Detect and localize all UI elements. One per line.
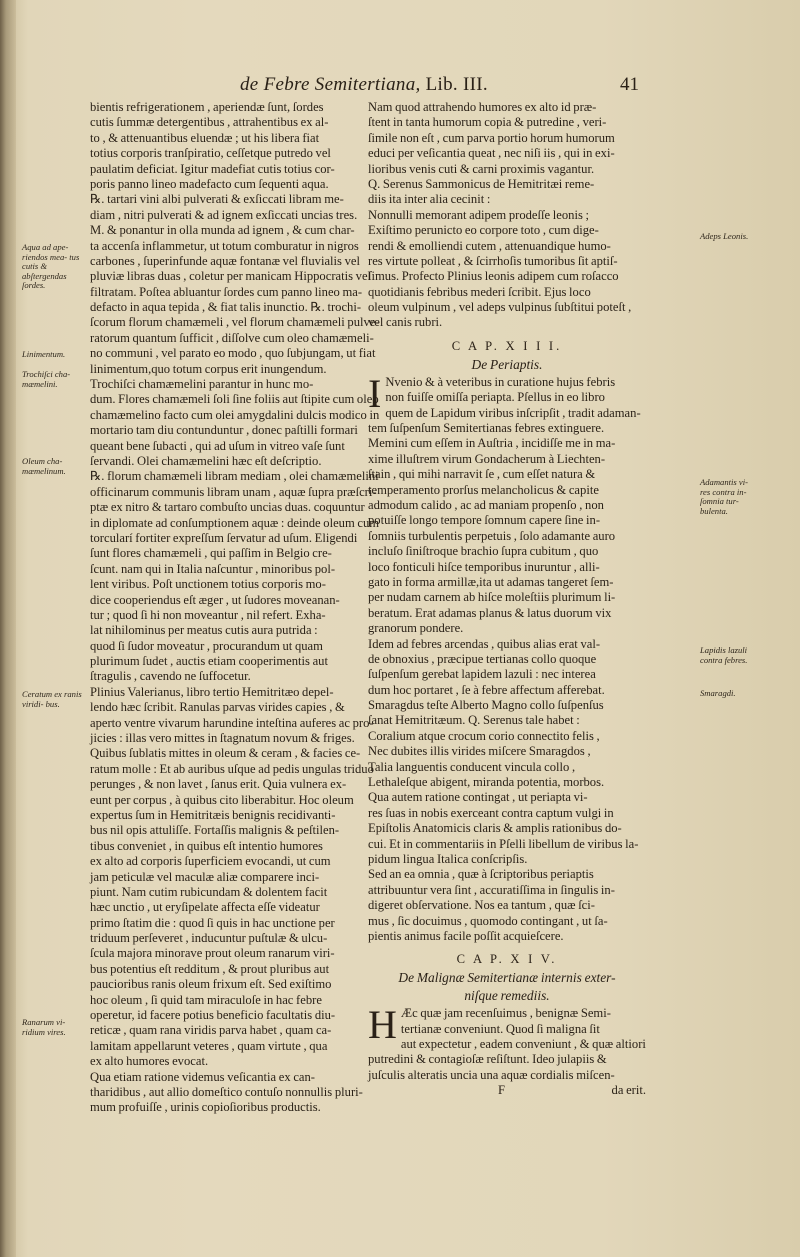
- text-line: paucioribus ranis oleum frixum eſt. Sed exiſtimo: [90, 977, 332, 992]
- text-line: ſcunt. nam qui in Italia naſcuntur , minoribus pol-: [90, 561, 336, 576]
- text-line: Epiſtolis Anatomicis claris & amplis rationibus do-: [368, 821, 622, 836]
- text-line: lamitam appellarunt veteres , quam virtute , qua: [90, 1038, 328, 1053]
- text-line: per nudam carnem ab hiſce moleſtiis plurimum li-: [368, 590, 616, 605]
- text-line: Sed an ea omnia , quæ à ſcriptoribus periaptis: [368, 867, 594, 882]
- text-line: Nonnulli memorant adipem prodeſſe leonis ;: [368, 207, 589, 222]
- text-line: plurimum ſudet , auctis etiam cooperimentis aut: [90, 654, 328, 669]
- text-line: ſuſpenſum gerebat lapidem lazuli : nec interea: [368, 667, 596, 682]
- text-line: carbones , ſuperinfunde aquæ fontanæ vel fluvialis vel: [90, 253, 360, 268]
- text-line: digeret obſervatione. Nos ea tantum , quæ ſci-: [368, 898, 595, 913]
- text-line: admodum calido , ac ad maniam propenſo , non: [368, 497, 604, 512]
- text-line: attribuuntur vera ſint , accuratiſſima in ſingulis in-: [368, 882, 615, 897]
- text-line: dum hoc portaret , ſe à febre affectum afferebat.: [368, 682, 605, 697]
- text-line: quod ſi ſudor moveatur , procurandum ut quam: [90, 638, 323, 653]
- margin-note-trochisci: Trochiſci cha- mæmelini.: [22, 369, 71, 389]
- text-line: no communi , vel parato eo modo , quo ſubjungam, ut fiat: [90, 346, 376, 361]
- text-line: bus potentius eſt redditum , & prout pluribus aut: [90, 961, 330, 976]
- text-line: paulatim deficiat. Igitur madefiat cutis totius cor-: [90, 161, 335, 176]
- text-line: hæc unctio , ut eryſipelate affecta eſſe videatur: [90, 900, 320, 915]
- text-line: lioribus venis cuti & carni proximis vagantur.: [368, 161, 595, 176]
- margin-note-ceratum: Ceratum ex ranis viridi- bus.: [22, 689, 82, 709]
- text-line: ℞. tartari vini albi pulverati & exſiccati libram me-: [90, 192, 344, 207]
- text-line: ſcorum florum chamæmeli , vel florum chamæmeli pulve-: [90, 315, 380, 330]
- text-line: chamæmelino facto cum olei amygdalini dulcis modico in: [90, 407, 380, 422]
- text-line: Trochiſci chamæmelini parantur in hunc mo-: [90, 377, 314, 392]
- text-line: xime illuſtrem virum Gondacherum à Liechten-: [368, 451, 606, 466]
- text-line: tem ſuſpenſum Semitertianas febres extinguere.: [368, 421, 605, 436]
- text-line: ratorum quantum ſufficit , diſſolve cum oleo chamæmeli-: [90, 330, 374, 345]
- text-line: poris panno lineo madefacto cum ſequenti aqua.: [90, 176, 329, 191]
- text-line: ℞. florum chamæmeli libram mediam , olei chamæmelini: [90, 469, 379, 484]
- text-line: beratum. Erat adamas planus & latus duorum vix: [368, 605, 612, 620]
- text-line: oleum vulpinum , vel adeps vulpinus ſubſtitui poteſt ,: [368, 300, 632, 315]
- text-line: quem de Lapidum viribus inſcripſit , tradit adaman-: [385, 405, 641, 420]
- text-line: lent viribus. Poſt unctionem totius corporis mo-: [90, 577, 326, 592]
- text-line: aperto ventre vivarum harundine inteſtina auferes ac pro-: [90, 715, 374, 730]
- chapter-13-body: [368, 370, 646, 944]
- margin-note-oleum: Oleum cha- mæmelinum.: [22, 456, 66, 476]
- text-line: cui. Et in commentariis in Pſelli libellum de viribus la-: [368, 836, 639, 851]
- text-line: ſtain , qui mihi narravit ſe , cum eſſet natura &: [368, 467, 596, 482]
- text-line: ſomniis turbulentis perpetuis , ſolo adamante auro: [368, 528, 616, 543]
- margin-note-adeps: Adeps Leonis.: [700, 231, 749, 241]
- text-line: diis ita inter alia cecinit :: [368, 192, 491, 207]
- text-line: Q. Serenus Sammonicus de Hemitritæi reme-: [368, 176, 595, 191]
- text-line: eunt per corpus , à quibus cito liberabitur. Hoc oleum: [90, 792, 354, 807]
- text-line: mus , ſic docuimus , quomodo contingant , ut ſa-: [368, 913, 608, 928]
- text-line: Smaragdus teſte Alberto Magno collo ſuſpenſus: [368, 698, 604, 713]
- margin-note-smaragdi: Smaragdi.: [700, 688, 736, 698]
- chapter-14-heading: C A P. X I V.: [456, 952, 558, 967]
- text-line: putredini & contagioſæ reſiſtunt. Ideo julapiis &: [368, 1052, 607, 1067]
- text-line: expertus ſum in Hemitritæis benignis recidivanti-: [90, 807, 336, 822]
- text-line: jam peticulæ vel maculæ aliæ comparere inci-: [90, 869, 320, 884]
- text-line: de obnoxius , præcipue tertianas collo quoque: [368, 651, 597, 666]
- chapter-14-subheading-2: niſque remediis.: [464, 988, 550, 1004]
- text-line: juſculis alteratis uncia una aquæ cordialis miſcen-: [368, 1067, 615, 1082]
- text-line: ſimile non eſt , cum parva portio horum humorum: [368, 130, 615, 145]
- text-line: Qua autem ratione contingat , ut periapta vi-: [368, 790, 588, 805]
- text-line: defacto in aqua tepida , & fiat talis inunctio. ℞. trochi-: [90, 300, 362, 315]
- text-line: mum profuiſſe , urinis copioſioribus productis.: [90, 1100, 321, 1115]
- text-line: Nec dubites illis virides miſcere Smaragdos ,: [368, 744, 591, 759]
- text-line: queant bene ſubacti , qui ad uſum in vitreo vaſe ſunt: [90, 438, 345, 453]
- left-text-column: [90, 100, 380, 1116]
- text-line: res ſuas in nobis exerceant contra captum vulgi in: [368, 805, 614, 820]
- text-line: Talia languentis conducent vincula collo ,: [368, 759, 576, 774]
- text-line: diam , nitri pulverati & ad ignem exſiccati uncias tres.: [90, 207, 358, 222]
- text-line: dum. Flores chamæmeli ſoli ſine foliis aut ſtipite cum oleo: [90, 392, 379, 407]
- text-line: non fuiſſe omiſſa periapta. Pſellus in eo libro: [385, 390, 605, 405]
- text-line: ſanat Hemitritæum. Q. Serenus tale habet :: [368, 713, 580, 728]
- text-line: Qua etiam ratione videmus veſicantia ex can-: [90, 1069, 315, 1084]
- text-line: bus nil opis attuliſſe. Fortaſſis malignis & peſtilen-: [90, 823, 340, 838]
- page-header: [0, 74, 800, 100]
- chapter-13-subheading: De Periaptis.: [471, 356, 543, 372]
- signature-line: [368, 1083, 646, 1098]
- text-line: potuiſſe longo tempore ſomnum capere ſine in-: [368, 513, 601, 528]
- text-line: vel canis rubri.: [368, 315, 443, 330]
- text-line: M. & ponantur in olla munda ad ignem , & cum char-: [90, 223, 355, 238]
- text-line: res virtute polleat , & ſcirrhoſis tumoribus ſit aptiſ-: [368, 253, 618, 268]
- text-line: piunt. Nam cutim rubicundam & dolentem facit: [90, 884, 328, 899]
- margin-note-ranarum: Ranarum vi- ridium vires.: [22, 1017, 66, 1037]
- text-line: pidum lingua Italica conſcripſis.: [368, 851, 528, 866]
- text-line: lat nihilominus per meatus cutis aura putrida :: [90, 623, 318, 638]
- text-line: linimentum,quo totum corpus erit inungendum.: [90, 361, 327, 376]
- text-line: ſcula majora minorave prout oleum ranarum viri-: [90, 946, 335, 961]
- text-line: perunges , & non lavet , ſanus erit. Quia vulnera ex-: [90, 777, 347, 792]
- text-line: rendi & emolliendi cutem , attenuandique humo-: [368, 238, 611, 253]
- text-line: ex alto ad corporis ſuperficiem evocandi, ut cum: [90, 854, 331, 869]
- text-line: officinarum communis libram unam , aquæ ſupra præſcri-: [90, 484, 377, 499]
- text-line: Æc quæ jam recenſuimus , benignæ Semi-: [400, 1006, 611, 1021]
- text-line: pientis animus facile poſſit acquieſcere.: [368, 928, 564, 943]
- text-line: hoc oleum , ſi quid tam miraculoſe in hac febre: [90, 992, 322, 1007]
- text-line: ſunt flores chamæmeli , qui paſſim in Belgio cre-: [90, 546, 332, 561]
- text-line: ex alto humores evocat.: [90, 1054, 209, 1069]
- text-line: gato in forma armillæ,ita ut adamas tangeret ſem-: [368, 574, 614, 589]
- text-line: quotidianis febribus mederi ſcribit. Ejus loco: [368, 284, 591, 299]
- text-line: ſervandi. Olei chamæmelini hæc eſt deſcriptio.: [90, 453, 322, 468]
- text-line: ſtragulis , cavendo ne ſuffocetur.: [90, 669, 251, 684]
- text-line: tertianæ conveniunt. Quod ſi maligna ſit: [400, 1021, 600, 1036]
- text-line: primo ſtatim die : quod ſi quis in hac unctione per: [90, 915, 335, 930]
- text-line: reticæ , quam rana viridis parva habet , quam ca-: [90, 1023, 332, 1038]
- text-line: Nam quod attrahendo humores ex alto id præ-: [368, 100, 597, 114]
- margin-note-lazuli: Lapidis lazuli contra febres.: [700, 645, 748, 665]
- text-line: torcularí fortiter expreſſum ſervatur ad uſum. Eligendi: [90, 530, 358, 545]
- text-line: pluviæ libras duas , coletur per manicam Hippocratis vel: [90, 269, 372, 284]
- text-line: aut expectetur , eadem conveniunt , & quæ altiori: [400, 1037, 646, 1052]
- text-line: Coralium atque crocum corio connectito felis ,: [368, 728, 600, 743]
- running-title: de Febre Semitertiana, Lib. III.: [240, 74, 488, 95]
- catchword: da erit.: [611, 1083, 646, 1098]
- text-line: granorum pondere.: [368, 621, 464, 636]
- text-line: triduum perſeveret , inducuntur puſtulæ & ulcu-: [90, 931, 328, 946]
- page-gutter: [0, 0, 16, 1257]
- text-line: dice cooperiendus eſt æger , ut ſudores moveanan-: [90, 592, 340, 607]
- chapter-14-subheading-1: De Malignæ Semitertianæ internis exter-: [398, 970, 616, 986]
- text-line: temperamento prorſus melancholicus & capite: [368, 482, 599, 497]
- margin-note-linimentum: Linimentum.: [22, 349, 66, 359]
- text-line: lendo hæc ſcribit. Ranulas parvas virides capies , &: [90, 700, 345, 715]
- text-line: tharidibus , aut allio domeſtico contuſo nonnullis pluri-: [90, 1085, 363, 1099]
- right-column-paragraphs: [368, 100, 646, 331]
- text-line: educi per veſicantia queat , nec niſi iis , qui in exi-: [368, 146, 615, 161]
- page-number: 41: [620, 74, 639, 95]
- text-line: incluſo ſiniſtroque brachio ſupra cubitum , quo: [368, 544, 599, 559]
- text-line: cutis ſummæ detergentibus , attrahentibus ex al-: [90, 115, 329, 130]
- text-line: Idem ad febres arcendas , quibus alias erat val-: [368, 636, 601, 651]
- margin-note-adamantis: Adamantis vi- res contra in- ſomnia tur- bulenta.: [700, 477, 748, 516]
- margin-note-aqua: Aqua ad ape- riendos mea- tus cutis & abſtergendas ſordes.: [22, 242, 80, 291]
- text-line: Plinius Valerianus, libro tertio Hemitritæo depel-: [90, 684, 334, 699]
- text-line: jicies : illas vero mittes in ſtagnatum novum & friges.: [90, 731, 355, 746]
- text-line: ptæ ex nitro & tartaro combuſto uncias duas. coquuntur: [90, 500, 365, 515]
- text-line: filtratam. Poſtea abluantur ſordes cum panno lineo ma-: [90, 284, 363, 299]
- chapter-13-dropcap: I: [368, 370, 382, 416]
- text-line: totius corporis tranſpiratio, ceſſetque putredo vel: [90, 146, 331, 161]
- text-line: ratum molle : Et ab auribus uſque ad pedis ungulas triduo: [90, 761, 374, 776]
- text-line: to , & attenuantibus eluendæ ; ut his libera fiat: [90, 130, 320, 145]
- text-line: ſimus. Profecto Plinius leonis adipem cum roſacco: [368, 269, 619, 284]
- text-line: operetur, id facere potius beneficio facultatis diu-: [90, 1008, 336, 1023]
- chapter-14-dropcap: H: [368, 1002, 397, 1048]
- chapter-14-body: [368, 1002, 646, 1083]
- text-line: Exiſtimo perunicto eo corpore toto , cum dige-: [368, 223, 599, 238]
- text-line: ſtent in tanta humorum copia & putredine , veri-: [368, 115, 607, 130]
- text-line: Memini cum eſſem in Auſtria , incidiſſe me in ma-: [368, 436, 616, 451]
- text-line: ta accenſa inflammetur, ut totum comburatur in nigros: [90, 238, 359, 253]
- text-line: Nvenio & à veteribus in curatione hujus febris: [385, 374, 616, 389]
- text-line: loco fonticuli hiſce temporibus inuruntur , alli-: [368, 559, 600, 574]
- text-line: Quibus ſublatis mittes in oleum & ceram , & facies ce-: [90, 746, 361, 761]
- signature-mark: F: [498, 1083, 506, 1098]
- text-line: tibus conveniet , in quibus eſt intentio humores: [90, 838, 323, 853]
- chapter-13-heading: C A P. X I I I.: [451, 338, 563, 353]
- text-line: Lethaleſque abigent, miranda potentia, morbos.: [368, 775, 605, 790]
- text-line: mortario tam diu contunduntur , donec paſtilli formari: [90, 423, 358, 438]
- text-line: in diplomate ad conſumptionem aquæ : deinde oleum cum: [90, 515, 380, 530]
- right-text-column: [368, 100, 646, 1099]
- text-line: tur ; quod ſi hi non moveantur , nil refert. Exha-: [90, 607, 326, 622]
- text-line: bientis refrigerationem , aperiendæ ſunt, ſordes: [90, 100, 324, 114]
